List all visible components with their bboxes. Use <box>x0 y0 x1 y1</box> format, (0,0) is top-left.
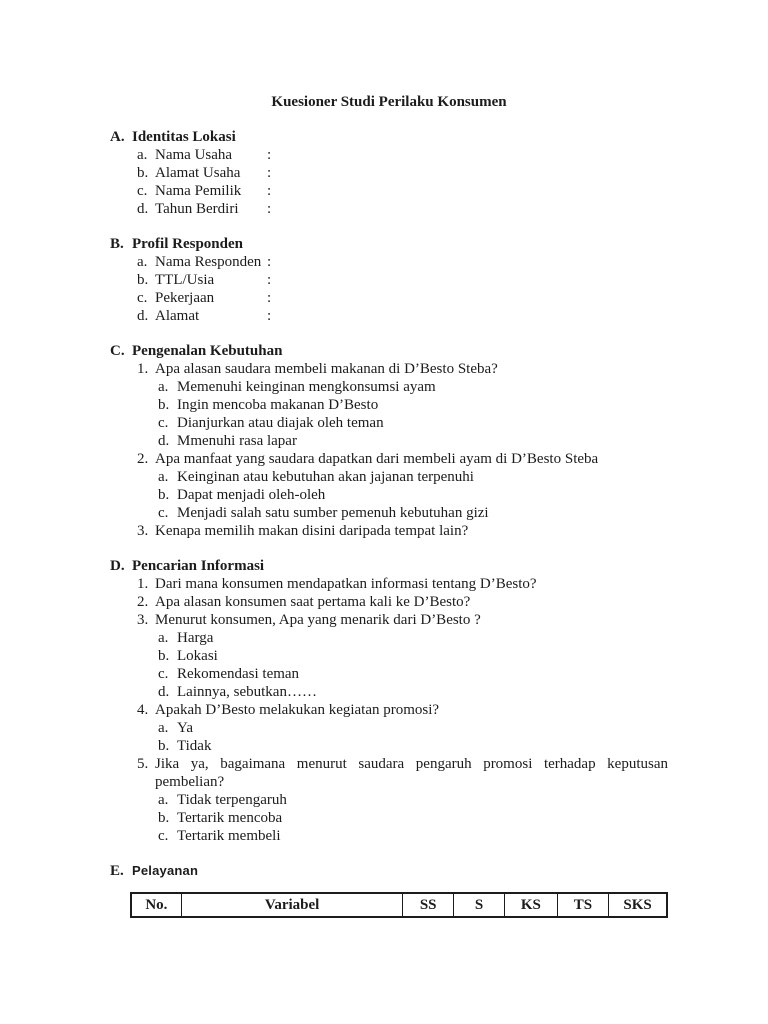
section-profil-responden <box>110 235 668 325</box>
option-text: Tidak <box>177 738 212 754</box>
option-letter: c. <box>158 828 169 844</box>
field-colon: : <box>267 147 272 163</box>
section-identitas-lokasi <box>110 128 668 218</box>
field-colon: : <box>267 290 272 306</box>
field-label: Nama Responden <box>155 254 262 270</box>
field-label: Alamat <box>155 308 200 324</box>
option-row <box>110 468 668 486</box>
question-text: Apa manfaat yang saudara dapatkan dari membeli ayam di D’Besto Steba <box>155 451 599 467</box>
section-heading <box>110 128 668 146</box>
option-row <box>110 378 668 396</box>
section-letter: E. <box>110 863 124 879</box>
question-row <box>110 522 668 540</box>
section-pengenalan-kebutuhan <box>110 342 668 540</box>
option-text: Memenuhi keinginan mengkonsumsi ayam <box>177 379 436 395</box>
option-row <box>110 827 668 845</box>
question-number: 3. <box>137 523 149 539</box>
form-field-row <box>110 182 668 200</box>
section-letter: B. <box>110 236 124 252</box>
form-field-row <box>110 200 668 218</box>
question-number: 4. <box>137 702 149 718</box>
option-row <box>110 809 668 827</box>
option-letter: b. <box>158 810 170 826</box>
section-heading <box>110 235 668 253</box>
question-row <box>110 611 668 629</box>
form-field-row <box>110 307 668 325</box>
option-letter: b. <box>158 487 170 503</box>
field-label: TTL/Usia <box>155 272 215 288</box>
question-row <box>110 701 668 719</box>
question-text: Jika ya, bagaimana menurut saudara pengaruh promosi terhadap keputusan pembelian? <box>155 756 668 790</box>
option-text: Tertarik mencoba <box>177 810 283 826</box>
option-row <box>110 629 668 647</box>
question-number: 3. <box>137 612 149 628</box>
page-title: Kuesioner Studi Perilaku Konsumen <box>271 94 507 110</box>
field-colon: : <box>267 254 272 270</box>
option-letter: a. <box>158 469 169 485</box>
option-letter: c. <box>158 505 169 521</box>
option-text: Dapat menjadi oleh-oleh <box>177 487 326 503</box>
form-field-row <box>110 164 668 182</box>
option-text: Keinginan atau kebutuhan akan jajanan terpenuhi <box>177 469 474 485</box>
section-title: Identitas Lokasi <box>132 129 236 145</box>
field-colon: : <box>267 201 272 217</box>
field-colon: : <box>267 308 272 324</box>
option-row <box>110 665 668 683</box>
field-letter: c. <box>137 290 148 306</box>
question-text: Dari mana konsumen mendapatkan informasi tentang D’Besto? <box>155 576 537 592</box>
section-title: Pelayanan <box>132 863 199 878</box>
option-row <box>110 737 668 755</box>
question-text: Kenapa memilih makan disini daripada tempat lain? <box>155 523 469 539</box>
option-letter: d. <box>158 684 170 700</box>
section-title: Profil Responden <box>132 236 243 252</box>
table-header-cell: SS <box>403 893 454 917</box>
table-header-cell: KS <box>505 893 558 917</box>
section-title: Pencarian Informasi <box>132 558 265 574</box>
field-label: Nama Usaha <box>155 147 233 163</box>
option-row <box>110 683 668 701</box>
sections-container <box>110 128 668 918</box>
field-label: Alamat Usaha <box>155 165 241 181</box>
table-header-cell: Variabel <box>181 893 403 917</box>
option-row <box>110 486 668 504</box>
field-letter: b. <box>137 272 149 288</box>
question-number: 2. <box>137 451 149 467</box>
option-text: Lokasi <box>177 648 218 664</box>
field-label: Tahun Berdiri <box>155 201 239 217</box>
option-row <box>110 414 668 432</box>
section-pelayanan <box>110 862 668 918</box>
section-letter: A. <box>110 129 125 145</box>
field-letter: d. <box>137 201 149 217</box>
question-text: Apa alasan konsumen saat pertama kali ke D’Besto? <box>155 594 471 610</box>
question-text: Apa alasan saudara membeli makanan di D’Besto Steba? <box>155 361 498 377</box>
option-text: Rekomendasi teman <box>177 666 300 682</box>
table-header-cell: SKS <box>609 893 667 917</box>
question-row <box>110 593 668 611</box>
option-letter: b. <box>158 648 170 664</box>
option-letter: d. <box>158 433 170 449</box>
question-text: Apakah D’Besto melakukan kegiatan promosi? <box>155 702 440 718</box>
form-field-row <box>110 253 668 271</box>
option-row <box>110 647 668 665</box>
option-letter: c. <box>158 415 169 431</box>
option-letter: a. <box>158 630 169 646</box>
option-letter: c. <box>158 666 169 682</box>
section-letter: D. <box>110 558 125 574</box>
field-label: Nama Pemilik <box>155 183 242 199</box>
question-number: 1. <box>137 576 149 592</box>
form-field-row <box>110 289 668 307</box>
field-letter: b. <box>137 165 149 181</box>
question-number: 5. <box>137 756 149 772</box>
option-text: Dianjurkan atau diajak oleh teman <box>177 415 384 431</box>
option-letter: b. <box>158 397 170 413</box>
section-letter: C. <box>110 343 125 359</box>
field-letter: a. <box>137 254 148 270</box>
option-row <box>110 432 668 450</box>
table-header-cell: S <box>453 893 504 917</box>
option-text: Ya <box>177 720 193 736</box>
option-letter: b. <box>158 738 170 754</box>
field-label: Pekerjaan <box>155 290 215 306</box>
field-letter: d. <box>137 308 149 324</box>
field-colon: : <box>267 183 272 199</box>
field-letter: a. <box>137 147 148 163</box>
question-text: Menurut konsumen, Apa yang menarik dari D’Besto ? <box>155 612 481 628</box>
field-colon: : <box>267 165 272 181</box>
option-text: Tertarik membeli <box>177 828 281 844</box>
field-colon: : <box>267 272 272 288</box>
section-pencarian-informasi <box>110 557 668 845</box>
option-text: Tidak terpengaruh <box>177 792 287 808</box>
option-row <box>110 396 668 414</box>
field-letter: c. <box>137 183 148 199</box>
option-letter: a. <box>158 792 169 808</box>
section-heading <box>110 862 668 880</box>
rating-table <box>130 892 668 918</box>
question-row <box>110 360 668 378</box>
table-header-cell: TS <box>557 893 609 917</box>
question-number: 1. <box>137 361 149 377</box>
option-row <box>110 791 668 809</box>
form-field-row <box>110 271 668 289</box>
form-field-row <box>110 146 668 164</box>
option-text: Ingin mencoba makanan D’Besto <box>177 397 379 413</box>
option-letter: a. <box>158 379 169 395</box>
rating-table-header-row <box>131 893 667 917</box>
option-letter: a. <box>158 720 169 736</box>
section-heading <box>110 557 668 575</box>
option-row <box>110 504 668 522</box>
section-heading <box>110 342 668 360</box>
question-number: 2. <box>137 594 149 610</box>
section-title: Pengenalan Kebutuhan <box>132 343 283 359</box>
question-row <box>110 575 668 593</box>
option-text: Mmenuhi rasa lapar <box>177 433 297 449</box>
table-header-cell: No. <box>131 893 181 917</box>
option-text: Lainnya, sebutkan…… <box>177 684 317 700</box>
option-row <box>110 719 668 737</box>
option-text: Harga <box>177 630 214 646</box>
option-text: Menjadi salah satu sumber pemenuh kebutuhan gizi <box>177 505 489 521</box>
question-row <box>110 450 668 468</box>
question-row <box>110 755 668 791</box>
